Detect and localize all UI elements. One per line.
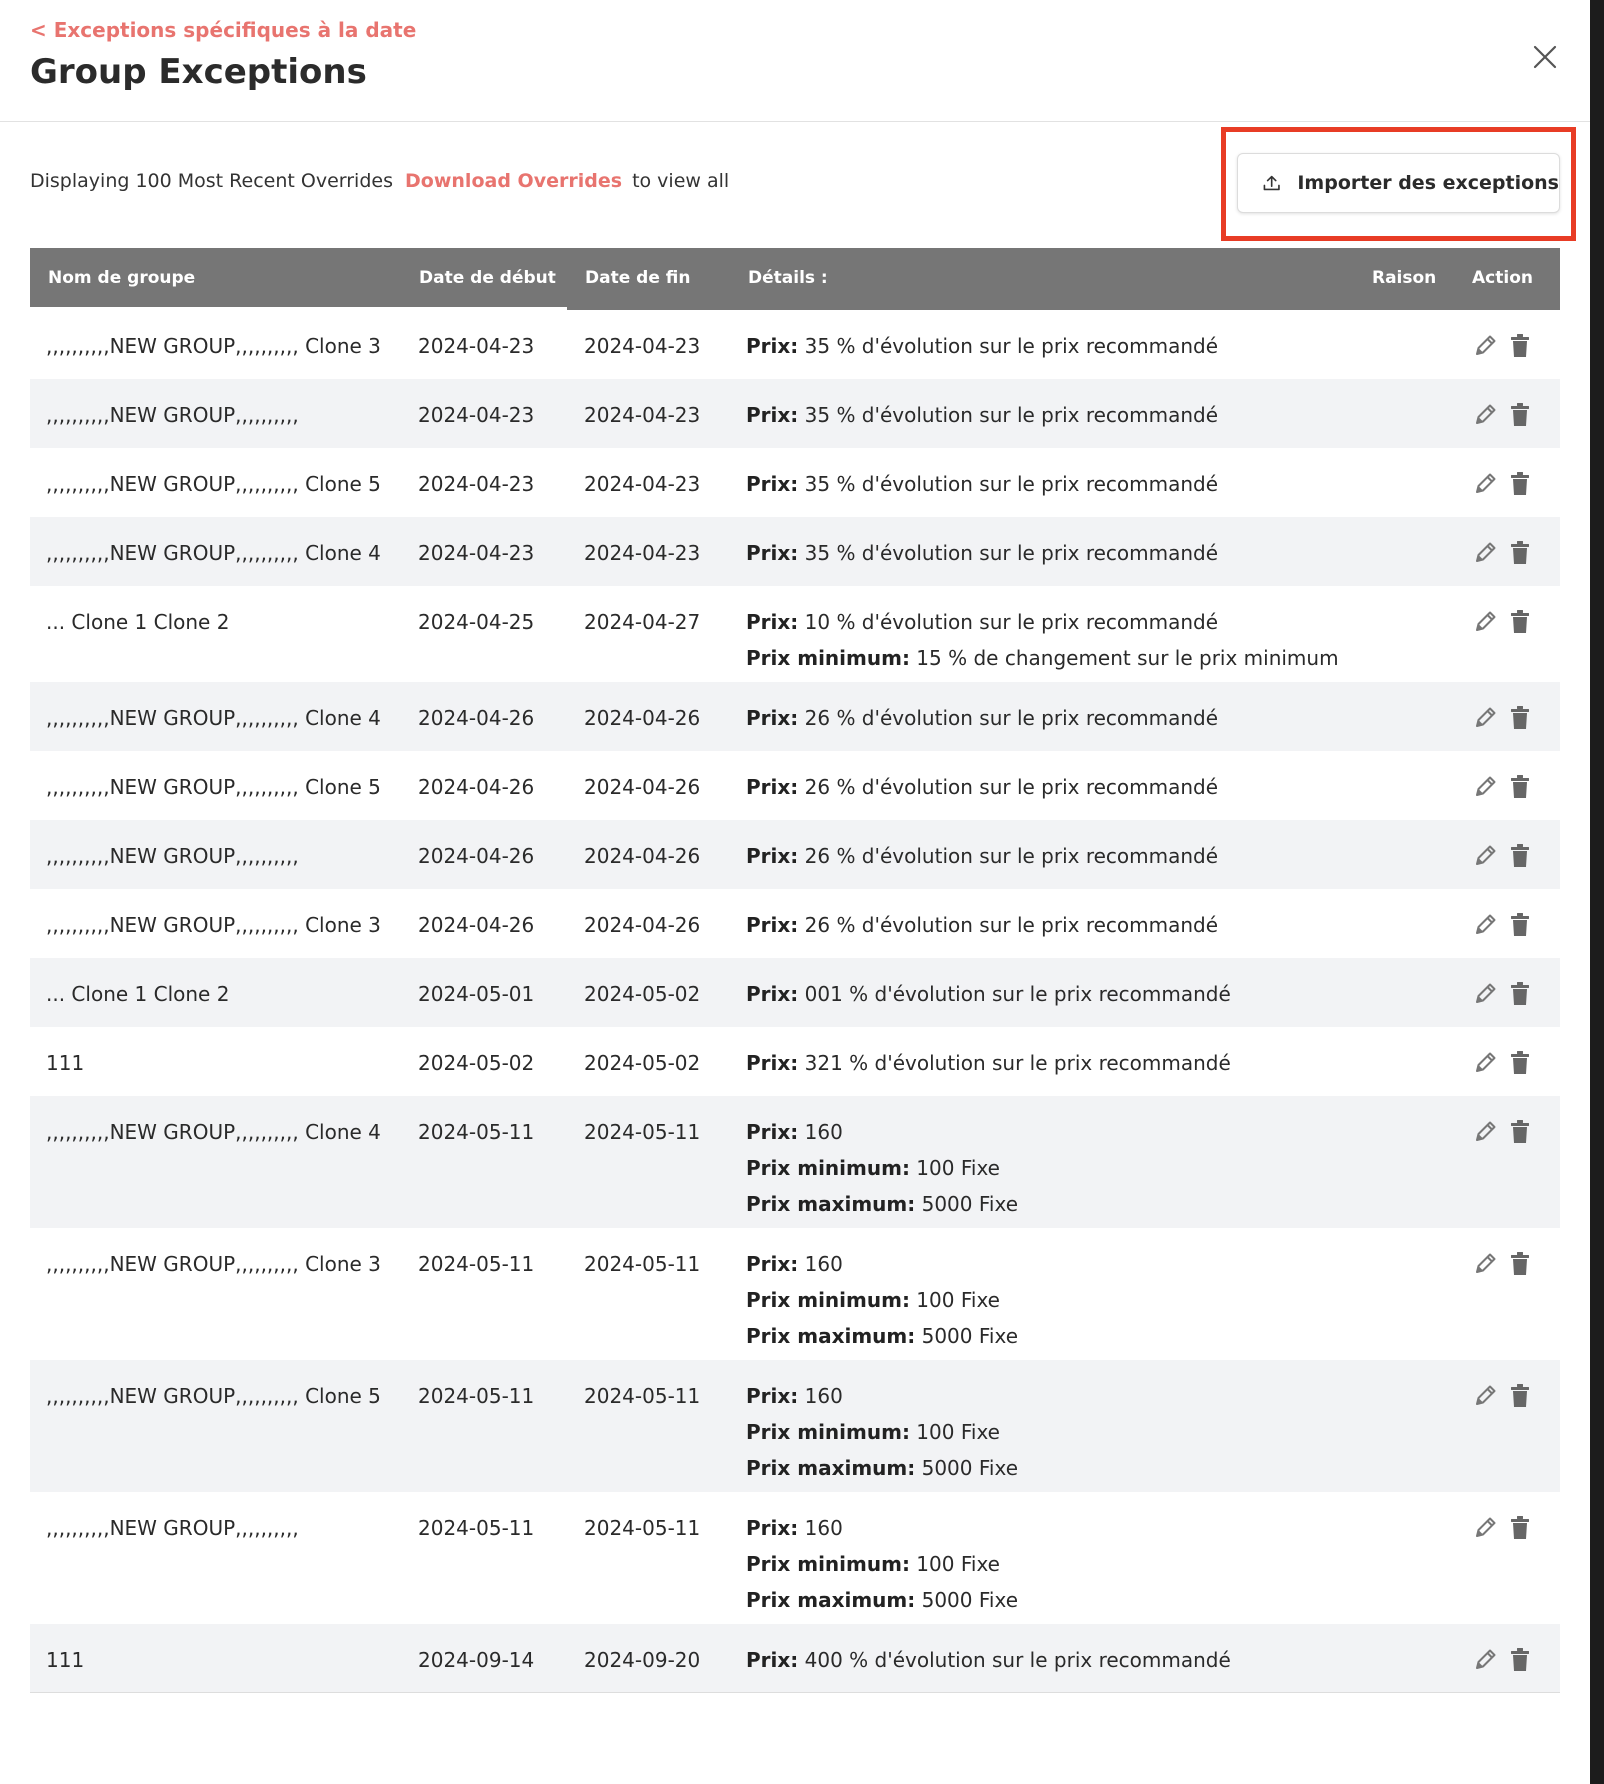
detail-line: [746, 907, 1218, 943]
column-header-group-name[interactable]: Nom de groupe: [48, 268, 196, 288]
detail-label: Prix:: [746, 610, 799, 634]
detail-label: Prix minimum:: [746, 1420, 910, 1444]
cell-group-name: ,,,,,,,,,,NEW GROUP,,,,,,,,,, Clone 3: [46, 1252, 381, 1276]
delete-button[interactable]: [1508, 773, 1534, 801]
cell-group-name: ,,,,,,,,,,NEW GROUP,,,,,,,,,, Clone 4: [46, 1120, 381, 1144]
cell-end-date: 2024-04-27: [584, 610, 701, 634]
detail-label: Prix:: [746, 1120, 799, 1144]
cell-start-date: 2024-04-26: [418, 844, 535, 868]
trash-icon: [1508, 1131, 1532, 1150]
cell-end-date: 2024-04-23: [584, 403, 701, 427]
cell-start-date: 2024-04-23: [418, 541, 535, 565]
detail-label: Prix:: [746, 1051, 799, 1075]
cell-start-date: 2024-05-02: [418, 1051, 535, 1075]
row-actions: [1472, 1514, 1532, 1542]
trash-icon: [1508, 1263, 1532, 1282]
table-row: [30, 1360, 1560, 1492]
table-row: [30, 586, 1560, 682]
edit-button[interactable]: [1472, 1118, 1498, 1146]
cell-group-name: ,,,,,,,,,,NEW GROUP,,,,,,,,,,: [46, 1516, 299, 1540]
cell-start-date: 2024-04-23: [418, 334, 535, 358]
detail-value: 160: [798, 1384, 843, 1408]
delete-button[interactable]: [1508, 332, 1534, 360]
column-header-reason: Raison: [1372, 268, 1437, 288]
table-row: [30, 1027, 1560, 1096]
background-overlay-edge: [1590, 0, 1604, 1784]
close-icon: [1528, 40, 1562, 74]
cell-group-name: ,,,,,,,,,,NEW GROUP,,,,,,,,,,: [46, 403, 299, 427]
delete-button[interactable]: [1508, 980, 1534, 1008]
row-actions: [1472, 1382, 1532, 1410]
detail-label: Prix:: [746, 472, 799, 496]
edit-button[interactable]: [1472, 980, 1498, 1008]
delete-button[interactable]: [1508, 1646, 1534, 1674]
detail-value: 100 Fixe: [909, 1552, 1000, 1576]
row-actions: [1472, 1049, 1532, 1077]
detail-label: Prix:: [746, 1384, 799, 1408]
pencil-icon: [1472, 924, 1498, 943]
detail-value: 100 Fixe: [909, 1420, 1000, 1444]
trash-icon: [1508, 993, 1532, 1012]
cell-end-date: 2024-04-26: [584, 706, 701, 730]
cell-end-date: 2024-04-23: [584, 541, 701, 565]
detail-line: [746, 535, 1218, 571]
download-overrides-link[interactable]: Download Overrides: [405, 170, 623, 192]
cell-details: [746, 535, 1218, 571]
cell-details: [746, 397, 1218, 433]
overrides-info: [30, 170, 729, 192]
detail-value: 5000 Fixe: [915, 1588, 1018, 1612]
delete-button[interactable]: [1508, 1049, 1534, 1077]
row-actions: [1472, 401, 1532, 429]
detail-label: Prix:: [746, 913, 799, 937]
cell-start-date: 2024-04-23: [418, 403, 535, 427]
trash-icon: [1508, 924, 1532, 943]
cell-details: [746, 1045, 1231, 1081]
overrides-info-prefix: Displaying 100 Most Recent Overrides: [30, 170, 393, 192]
edit-button[interactable]: [1472, 539, 1498, 567]
detail-line: [746, 1450, 1018, 1486]
cell-group-name: ,,,,,,,,,,NEW GROUP,,,,,,,,,, Clone 5: [46, 472, 381, 496]
cell-end-date: 2024-04-26: [584, 775, 701, 799]
detail-line: [746, 1282, 1018, 1318]
cell-end-date: 2024-04-23: [584, 472, 701, 496]
detail-line: [746, 769, 1218, 805]
cell-group-name: ,,,,,,,,,,NEW GROUP,,,,,,,,,, Clone 3: [46, 913, 381, 937]
table-header: [30, 248, 1560, 310]
import-exceptions-button[interactable]: [1237, 153, 1560, 213]
cell-start-date: 2024-04-25: [418, 610, 535, 634]
row-actions: [1472, 980, 1532, 1008]
trash-icon: [1508, 1527, 1532, 1546]
cell-group-name: ... Clone 1 Clone 2: [46, 610, 230, 634]
cell-details: [746, 838, 1218, 874]
detail-label: Prix maximum:: [746, 1456, 916, 1480]
table-row: [30, 1624, 1560, 1693]
cell-details: [746, 976, 1231, 1012]
detail-label: Prix maximum:: [746, 1192, 916, 1216]
table-row: [30, 1492, 1560, 1624]
table-row: [30, 448, 1560, 517]
detail-value: 160: [798, 1120, 843, 1144]
detail-value: 26 % d'évolution sur le prix recommandé: [798, 706, 1219, 730]
delete-button[interactable]: [1508, 1118, 1534, 1146]
cell-details: [746, 907, 1218, 943]
trash-icon: [1508, 552, 1532, 571]
trash-icon: [1508, 855, 1532, 874]
trash-icon: [1508, 621, 1532, 640]
trash-icon: [1508, 483, 1532, 502]
edit-button[interactable]: [1472, 1514, 1498, 1542]
trash-icon: [1508, 717, 1532, 736]
cell-end-date: 2024-09-20: [584, 1648, 701, 1672]
detail-line: [746, 1318, 1018, 1354]
detail-line: [746, 1642, 1231, 1678]
detail-label: Prix minimum:: [746, 1552, 910, 1576]
pencil-icon: [1472, 345, 1498, 364]
cell-group-name: ,,,,,,,,,,NEW GROUP,,,,,,,,,, Clone 5: [46, 775, 381, 799]
detail-line: [746, 1510, 1018, 1546]
column-header-end-date[interactable]: Date de fin: [585, 268, 691, 288]
delete-button[interactable]: [1508, 539, 1534, 567]
edit-button[interactable]: [1472, 842, 1498, 870]
cell-details: [746, 1642, 1231, 1678]
row-actions: [1472, 539, 1532, 567]
cell-start-date: 2024-05-11: [418, 1384, 535, 1408]
detail-line: [746, 604, 1339, 640]
delete-button[interactable]: [1508, 1514, 1534, 1542]
trash-icon: [1508, 1659, 1532, 1678]
edit-button[interactable]: [1472, 470, 1498, 498]
cell-details: [746, 328, 1218, 364]
edit-button[interactable]: [1472, 704, 1498, 732]
cell-details: [746, 604, 1339, 676]
detail-value: 10 % d'évolution sur le prix recommandé: [798, 610, 1219, 634]
page-title: Group Exceptions: [30, 52, 367, 92]
cell-end-date: 2024-04-26: [584, 844, 701, 868]
detail-line: [746, 976, 1231, 1012]
edit-button[interactable]: [1472, 608, 1498, 636]
pencil-icon: [1472, 552, 1498, 571]
trash-icon: [1508, 414, 1532, 433]
cell-details: [746, 769, 1218, 805]
edit-button[interactable]: [1472, 401, 1498, 429]
exceptions-table: [30, 248, 1560, 1693]
edit-button[interactable]: [1472, 332, 1498, 360]
detail-line: [746, 397, 1218, 433]
delete-button[interactable]: [1508, 401, 1534, 429]
cell-start-date: 2024-04-26: [418, 775, 535, 799]
cell-start-date: 2024-05-01: [418, 982, 535, 1006]
detail-value: 26 % d'évolution sur le prix recommandé: [798, 913, 1219, 937]
cell-end-date: 2024-04-26: [584, 913, 701, 937]
pencil-icon: [1472, 1659, 1498, 1678]
row-actions: [1472, 1646, 1532, 1674]
detail-line: [746, 1378, 1018, 1414]
table-row: [30, 517, 1560, 586]
detail-label: Prix:: [746, 1252, 799, 1276]
detail-line: [746, 1414, 1018, 1450]
cell-group-name: ,,,,,,,,,,NEW GROUP,,,,,,,,,, Clone 4: [46, 706, 381, 730]
detail-value: 160: [798, 1516, 843, 1540]
detail-value: 35 % d'évolution sur le prix recommandé: [798, 541, 1219, 565]
close-button[interactable]: [1528, 40, 1562, 74]
cell-details: [746, 1114, 1018, 1222]
table-row: [30, 820, 1560, 889]
detail-line: [746, 1114, 1018, 1150]
trash-icon: [1508, 1395, 1532, 1414]
cell-start-date: 2024-05-11: [418, 1516, 535, 1540]
row-actions: [1472, 911, 1532, 939]
delete-button[interactable]: [1508, 842, 1534, 870]
edit-button[interactable]: [1472, 1049, 1498, 1077]
detail-value: 35 % d'évolution sur le prix recommandé: [798, 334, 1219, 358]
detail-label: Prix minimum:: [746, 646, 910, 670]
trash-icon: [1508, 786, 1532, 805]
row-actions: [1472, 842, 1532, 870]
detail-value: 5000 Fixe: [915, 1192, 1018, 1216]
cell-start-date: 2024-09-14: [418, 1648, 535, 1672]
detail-label: Prix:: [746, 775, 799, 799]
cell-end-date: 2024-04-23: [584, 334, 701, 358]
cell-group-name: ,,,,,,,,,,NEW GROUP,,,,,,,,,, Clone 5: [46, 1384, 381, 1408]
detail-value: 160: [798, 1252, 843, 1276]
edit-button[interactable]: [1472, 911, 1498, 939]
table-body: [30, 310, 1560, 1693]
column-header-action: Action: [1472, 268, 1533, 288]
detail-label: Prix:: [746, 982, 799, 1006]
cell-group-name: ,,,,,,,,,,NEW GROUP,,,,,,,,,,: [46, 844, 299, 868]
detail-value: 001 % d'évolution sur le prix recommandé: [798, 982, 1231, 1006]
detail-value: 35 % d'évolution sur le prix recommandé: [798, 403, 1219, 427]
detail-value: 100 Fixe: [909, 1156, 1000, 1180]
detail-value: 15 % de changement sur le prix minimum: [909, 646, 1339, 670]
trash-icon: [1508, 1062, 1532, 1081]
cell-details: [746, 1378, 1018, 1486]
cell-end-date: 2024-05-11: [584, 1252, 701, 1276]
row-actions: [1472, 608, 1532, 636]
delete-button[interactable]: [1508, 704, 1534, 732]
edit-button[interactable]: [1472, 1646, 1498, 1674]
detail-value: 321 % d'évolution sur le prix recommandé: [798, 1051, 1231, 1075]
row-actions: [1472, 773, 1532, 801]
cell-start-date: 2024-04-23: [418, 472, 535, 496]
pencil-icon: [1472, 717, 1498, 736]
detail-value: 5000 Fixe: [915, 1324, 1018, 1348]
detail-line: [746, 1246, 1018, 1282]
detail-value: 100 Fixe: [909, 1288, 1000, 1312]
cell-details: [746, 700, 1218, 736]
pencil-icon: [1472, 1527, 1498, 1546]
cell-start-date: 2024-04-26: [418, 706, 535, 730]
table-row: [30, 889, 1560, 958]
detail-label: Prix:: [746, 1648, 799, 1672]
table-row: [30, 379, 1560, 448]
detail-line: [746, 838, 1218, 874]
cell-details: [746, 1510, 1018, 1618]
table-row: [30, 1096, 1560, 1228]
row-actions: [1472, 1250, 1532, 1278]
cell-group-name: ,,,,,,,,,,NEW GROUP,,,,,,,,,, Clone 3: [46, 334, 381, 358]
table-row: [30, 958, 1560, 1027]
table-row: [30, 682, 1560, 751]
detail-label: Prix maximum:: [746, 1324, 916, 1348]
detail-line: [746, 1150, 1018, 1186]
detail-label: Prix:: [746, 706, 799, 730]
cell-group-name: ,,,,,,,,,,NEW GROUP,,,,,,,,,, Clone 4: [46, 541, 381, 565]
pencil-icon: [1472, 786, 1498, 805]
detail-line: [746, 640, 1339, 676]
table-row: [30, 751, 1560, 820]
pencil-icon: [1472, 1062, 1498, 1081]
detail-value: 26 % d'évolution sur le prix recommandé: [798, 844, 1219, 868]
cell-details: [746, 1246, 1018, 1354]
detail-line: [746, 328, 1218, 364]
cell-group-name: 111: [46, 1051, 85, 1075]
detail-value: 400 % d'évolution sur le prix recommandé: [798, 1648, 1231, 1672]
cell-end-date: 2024-05-11: [584, 1384, 701, 1408]
detail-line: [746, 1546, 1018, 1582]
pencil-icon: [1472, 483, 1498, 502]
detail-label: Prix minimum:: [746, 1288, 910, 1312]
row-actions: [1472, 332, 1532, 360]
table-row: [30, 1228, 1560, 1360]
pencil-icon: [1472, 1131, 1498, 1150]
pencil-icon: [1472, 414, 1498, 433]
delete-button[interactable]: [1508, 911, 1534, 939]
panel-header: [0, 0, 1590, 122]
detail-label: Prix:: [746, 541, 799, 565]
pencil-icon: [1472, 1395, 1498, 1414]
edit-button[interactable]: [1472, 1250, 1498, 1278]
pencil-icon: [1472, 1263, 1498, 1282]
pencil-icon: [1472, 621, 1498, 640]
cell-end-date: 2024-05-02: [584, 982, 701, 1006]
cell-group-name: ... Clone 1 Clone 2: [46, 982, 230, 1006]
delete-button[interactable]: [1508, 1250, 1534, 1278]
cell-details: [746, 466, 1218, 502]
table-row: [30, 310, 1560, 379]
row-actions: [1472, 470, 1532, 498]
pencil-icon: [1472, 993, 1498, 1012]
detail-label: Prix maximum:: [746, 1588, 916, 1612]
detail-label: Prix:: [746, 1516, 799, 1540]
detail-value: 35 % d'évolution sur le prix recommandé: [798, 472, 1219, 496]
detail-line: [746, 1582, 1018, 1618]
detail-label: Prix:: [746, 844, 799, 868]
import-exceptions-label: Importer des exceptions: [1297, 172, 1559, 194]
detail-value: 26 % d'évolution sur le prix recommandé: [798, 775, 1219, 799]
cell-start-date: 2024-05-11: [418, 1120, 535, 1144]
row-actions: [1472, 704, 1532, 732]
cell-end-date: 2024-05-02: [584, 1051, 701, 1075]
detail-line: [746, 466, 1218, 502]
edit-button[interactable]: [1472, 1382, 1498, 1410]
delete-button[interactable]: [1508, 470, 1534, 498]
overrides-info-suffix: to view all: [632, 170, 730, 192]
detail-value: 5000 Fixe: [915, 1456, 1018, 1480]
detail-line: [746, 700, 1218, 736]
upload-icon: [1262, 171, 1281, 195]
cell-start-date: 2024-05-11: [418, 1252, 535, 1276]
delete-button[interactable]: [1508, 608, 1534, 636]
column-header-details: Détails :: [748, 268, 828, 288]
edit-button[interactable]: [1472, 773, 1498, 801]
detail-line: [746, 1186, 1018, 1222]
delete-button[interactable]: [1508, 1382, 1534, 1410]
cell-start-date: 2024-04-26: [418, 913, 535, 937]
detail-line: [746, 1045, 1231, 1081]
trash-icon: [1508, 345, 1532, 364]
detail-label: Prix:: [746, 334, 799, 358]
detail-label: Prix:: [746, 403, 799, 427]
pencil-icon: [1472, 855, 1498, 874]
column-header-start-date[interactable]: Date de début: [30, 248, 567, 310]
cell-group-name: 111: [46, 1648, 85, 1672]
row-actions: [1472, 1118, 1532, 1146]
cell-end-date: 2024-05-11: [584, 1516, 701, 1540]
cell-end-date: 2024-05-11: [584, 1120, 701, 1144]
back-link[interactable]: < Exceptions spécifiques à la date: [30, 18, 417, 42]
detail-label: Prix minimum:: [746, 1156, 910, 1180]
